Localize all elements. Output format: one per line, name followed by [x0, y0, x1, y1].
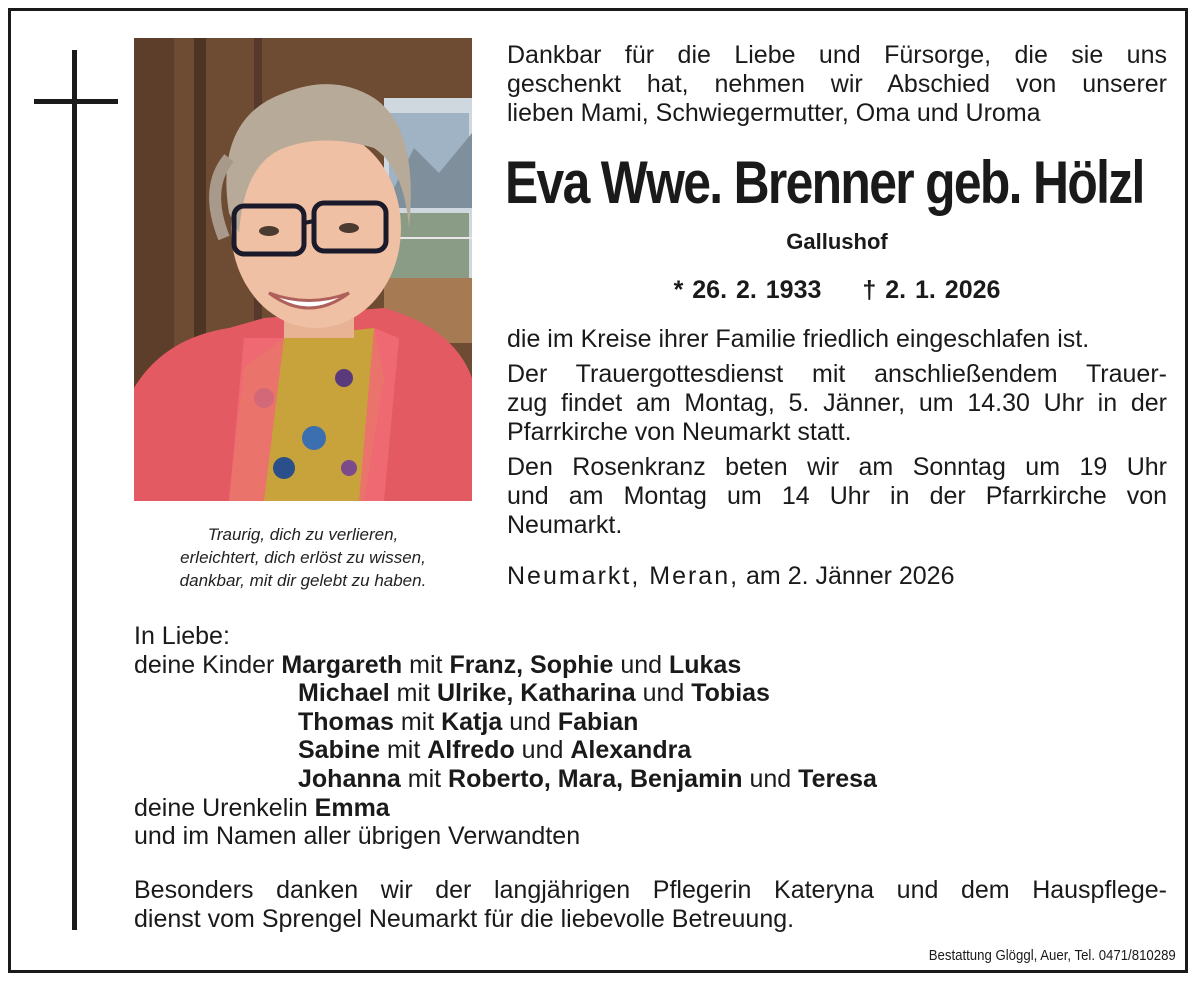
intro-line: Dankbar für die Liebe und Fürsorge, die sie uns: [507, 41, 1167, 69]
farm-name: Gallushof: [786, 229, 888, 254]
intro-line: geschenkt hat, nehmen wir Abschied von unserer: [507, 70, 1167, 98]
cross-icon: [72, 50, 77, 930]
family-names: Franz, Sophie: [449, 650, 614, 679]
body-line: Den Rosenkranz beten wir am Sonntag um 19 Uhr: [507, 453, 1167, 481]
mourners-list: [134, 622, 1164, 851]
funeral-details: [507, 325, 1167, 546]
verse-line: erleichtert, dich erlöst zu wissen,: [180, 548, 426, 567]
death-date: † 2. 1. 2026: [862, 276, 1001, 304]
child-row: [134, 679, 1164, 708]
great-grandchild-label: deine Urenkelin: [134, 793, 308, 822]
funeral-service-paragraph: [507, 360, 1167, 447]
place: Neumarkt, Meran,: [507, 562, 740, 590]
connector: und: [620, 650, 663, 679]
funeral-home-contact: Bestattung Glöggl, Auer, Tel. 0471/810289: [928, 947, 1176, 964]
cross-icon-bar: [34, 99, 118, 104]
child-name: Sabine: [298, 736, 380, 765]
child-name: Michael: [298, 679, 390, 708]
family-names: Fabian: [557, 707, 639, 736]
body-line: Pfarrkirche von Neumarkt statt.: [507, 418, 852, 446]
great-grandchild-name: Emma: [314, 793, 390, 822]
thanks-line: dienst vom Sprengel Neumarkt für die liebevolle Betreuung.: [134, 905, 795, 933]
portrait-photo: [134, 38, 472, 501]
verse-line: Traurig, dich zu verlieren,: [207, 525, 399, 544]
date: am 2. Jänner 2026: [746, 562, 955, 590]
child-name: Margareth: [281, 650, 403, 679]
verse-line: dankbar, mit dir gelebt zu haben.: [179, 571, 427, 590]
connector: mit: [386, 736, 421, 765]
connector: mit: [400, 707, 435, 736]
connector: mit: [407, 764, 442, 793]
family-names: Katja: [441, 707, 503, 736]
intro-line: lieben Mami, Schwiegermutter, Oma und Uroma: [507, 99, 1041, 127]
body-line: und am Montag um 14 Uhr in der Pfarrkirche von: [507, 482, 1167, 510]
family-names: Roberto, Mara, Benjamin: [448, 764, 743, 793]
birth-date: * 26. 2. 1933: [673, 276, 822, 304]
passing-sentence: die im Kreise ihrer Familie friedlich eingeschlafen ist.: [507, 325, 1090, 353]
family-names: Alfredo: [427, 736, 515, 765]
children-label: deine Kinder: [134, 650, 275, 679]
child-name: Thomas: [298, 707, 394, 736]
great-grandchild-row: [134, 794, 1164, 823]
thanks-text: [134, 876, 1167, 934]
family-names: Alexandra: [570, 736, 692, 765]
mourners-heading: In Liebe:: [134, 622, 230, 650]
connector: und: [642, 679, 685, 708]
body-line: Neumarkt.: [507, 511, 623, 539]
connector: und: [509, 707, 551, 736]
life-dates: [507, 275, 1167, 305]
family-names: Lukas: [668, 650, 742, 679]
thanks-line: Besonders danken wir der langjährigen Pflegerin Kateryna und dem Hauspflege-: [134, 876, 1167, 904]
rosary-paragraph: [507, 453, 1167, 540]
child-row: [134, 736, 1164, 765]
child-row: [134, 708, 1164, 737]
child-row: [134, 765, 1164, 794]
child-name: Johanna: [298, 764, 401, 793]
memorial-verse: [134, 523, 472, 592]
connector: mit: [409, 650, 443, 679]
deceased-name: Eva Wwe. Brenner geb. Hölzl: [505, 149, 1144, 216]
connector: und: [521, 736, 564, 765]
connector: mit: [396, 679, 430, 708]
family-names: Ulrike, Katharina: [436, 679, 636, 708]
body-line: zug findet am Montag, 5. Jänner, um 14.30 Uhr in der: [507, 389, 1167, 417]
intro-text: [507, 41, 1167, 128]
relatives-line: und im Namen aller übrigen Verwandten: [134, 822, 581, 851]
family-names: Teresa: [798, 764, 877, 793]
place-and-date: [507, 561, 1167, 591]
child-row: [134, 651, 1164, 680]
family-names: Tobias: [691, 679, 770, 708]
connector: und: [749, 764, 792, 793]
body-line: Der Trauergottesdienst mit anschließendem Trauer-: [507, 360, 1167, 388]
